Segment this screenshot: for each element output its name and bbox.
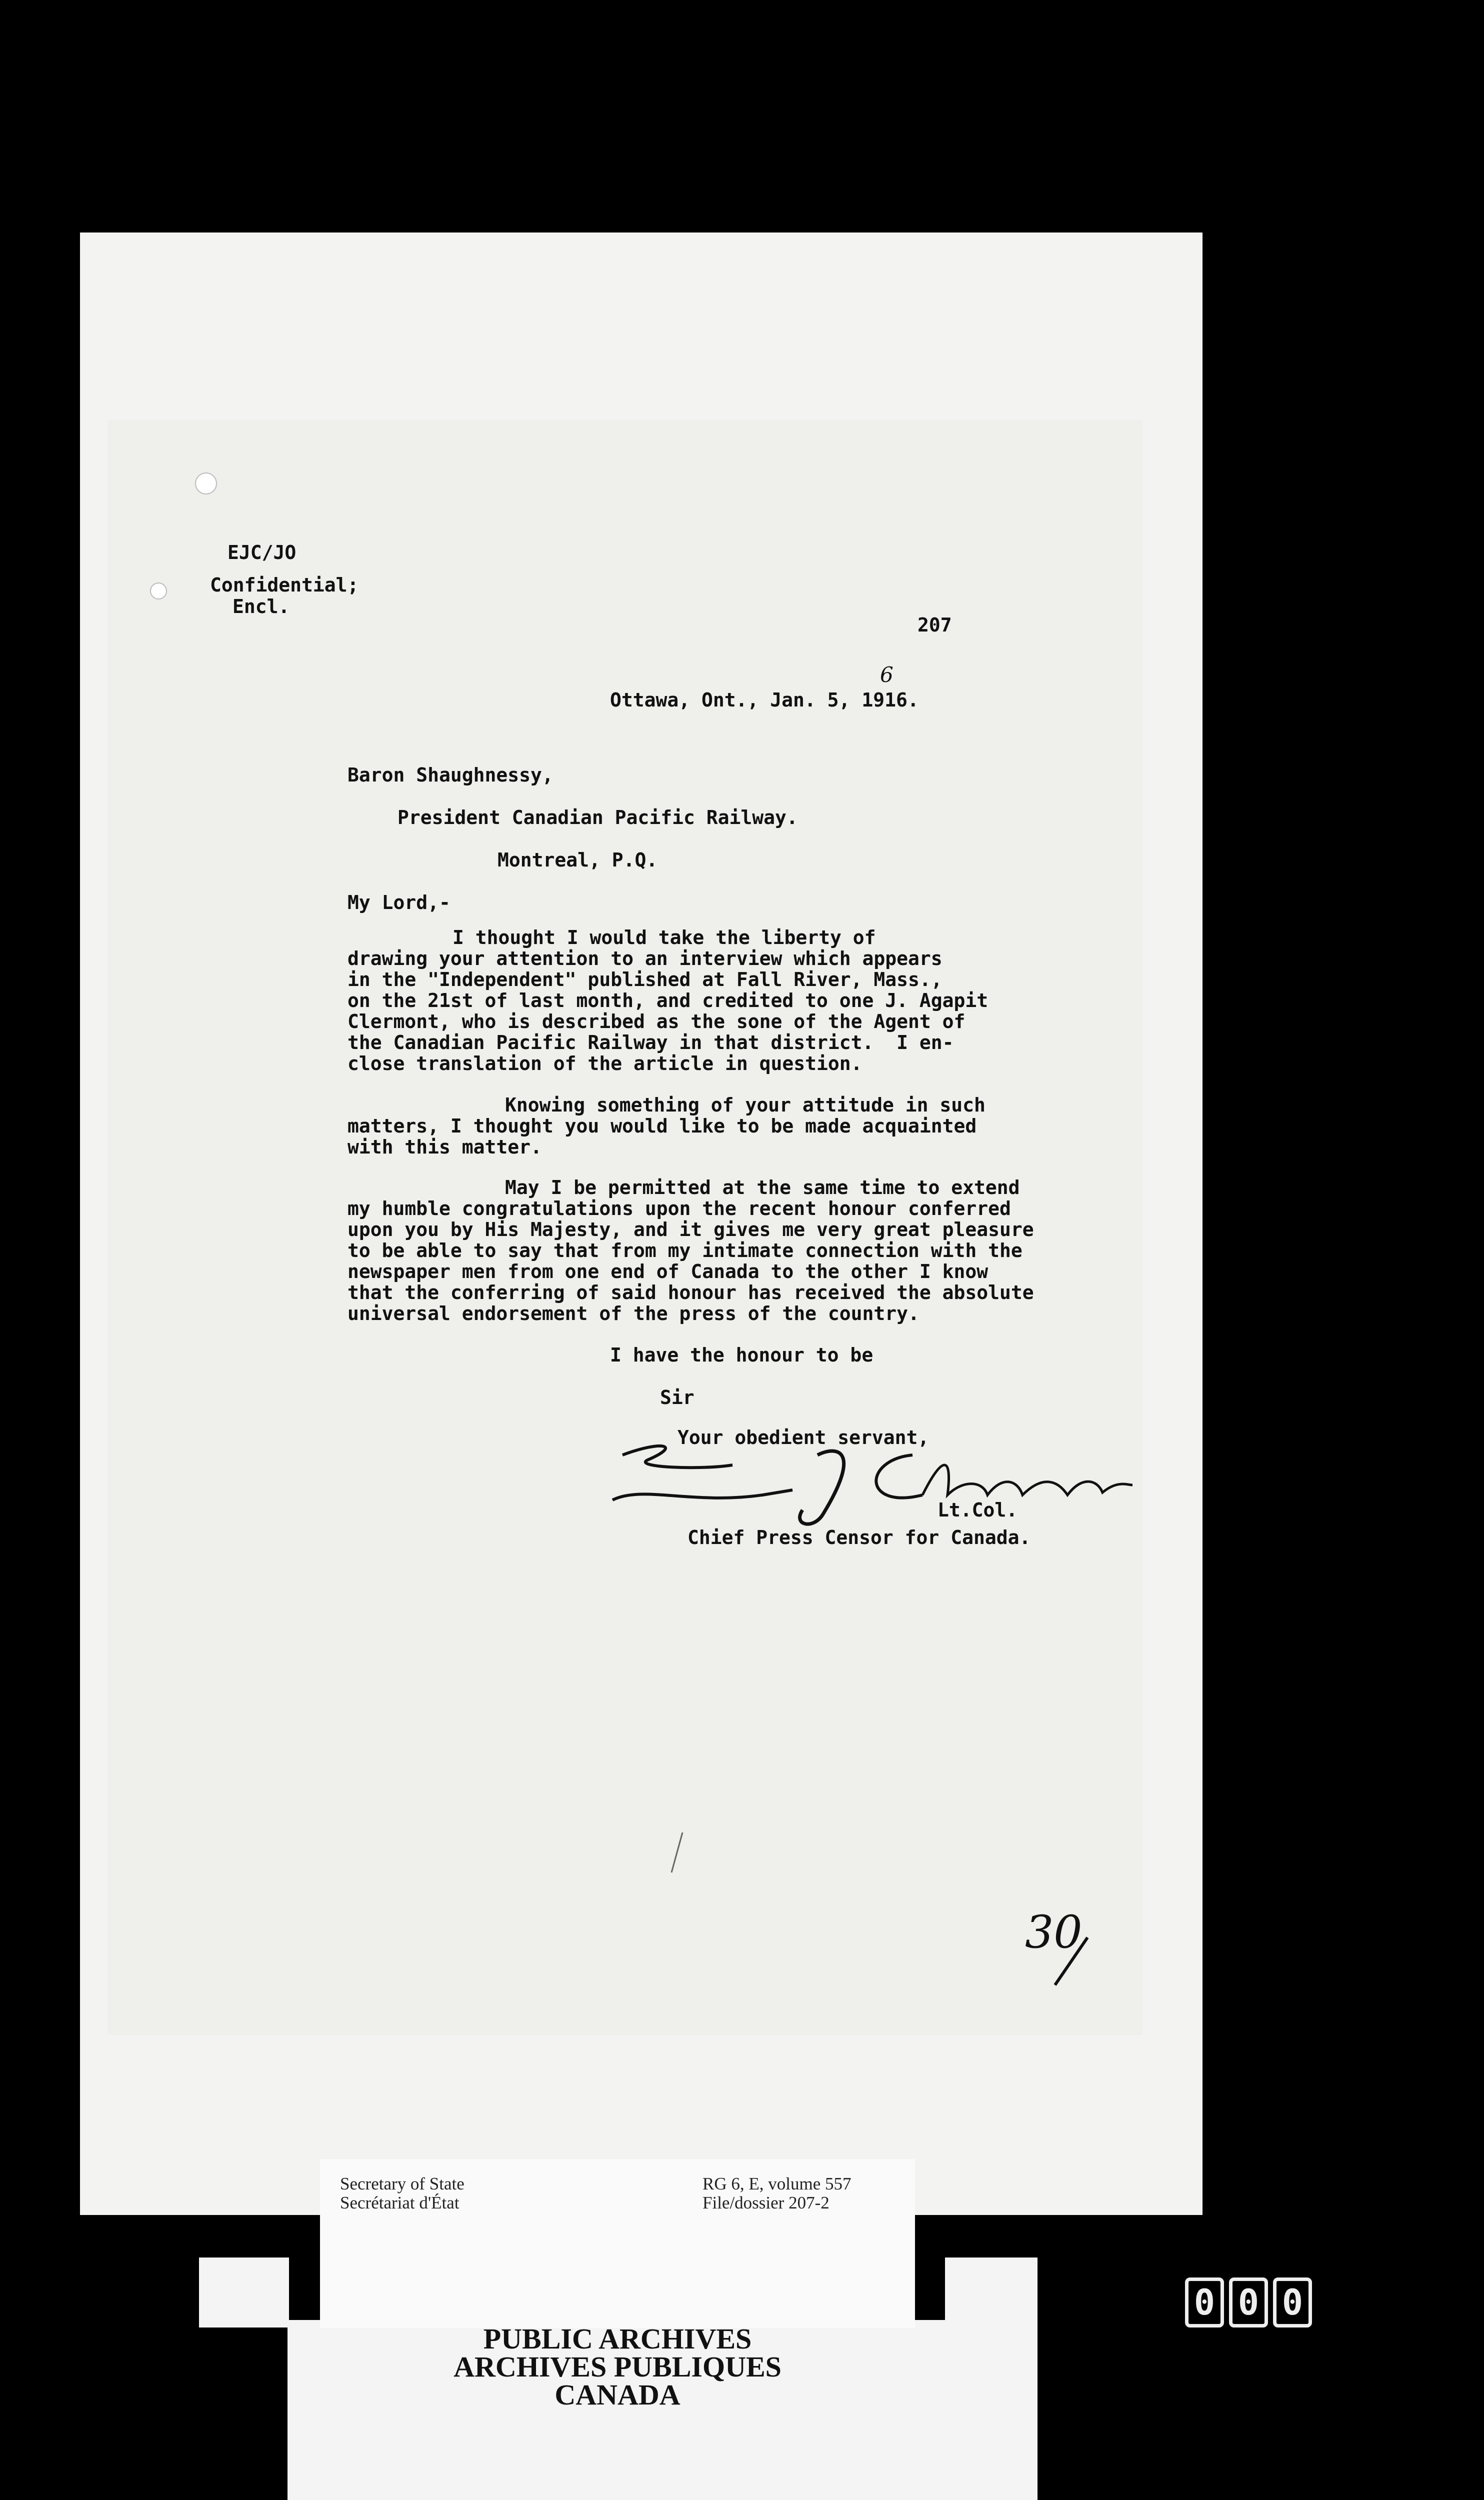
rank: Lt.Col. <box>938 1499 1018 1521</box>
file-ref: File/dossier 207-2 <box>702 2193 830 2212</box>
text-line: newspaper men from one end of Canada to the other I know <box>348 1260 988 1282</box>
text-line: on the 21st of last month, and credited to one J. Agapit <box>348 990 988 1012</box>
text-line: matters, I thought you would like to be made acquainted <box>348 1115 977 1137</box>
archives-line-country: CANADA <box>554 2378 680 2411</box>
punch-hole <box>150 582 167 600</box>
frame-counter <box>1185 2278 1312 2330</box>
date-correction: 6 <box>880 662 894 687</box>
confidential-note: Confidential; <box>210 574 359 596</box>
text-line: the Canadian Pacific Railway in that district. I en- <box>348 1032 954 1054</box>
folio-stroke <box>1048 1935 1092 1990</box>
counter-digit: 0 <box>1185 2278 1224 2328</box>
text-line: with this matter. <box>348 1136 542 1158</box>
text-line: Clermont, who is described as the sone of the Agent of <box>348 1010 966 1032</box>
date-line: Ottawa, Ont., Jan. 5, 1916. <box>610 689 919 711</box>
archives-stamp <box>320 2322 915 2411</box>
label-band-left <box>199 2258 289 2328</box>
enclosure-note: Encl. <box>232 596 290 618</box>
salutation: My Lord,- <box>348 892 450 914</box>
signature <box>602 1425 1138 1535</box>
file-number: 207 <box>918 614 952 636</box>
archive-label <box>320 2159 915 2328</box>
text-line: upon you by His Majesty, and it gives me very great pleasure <box>348 1218 1034 1240</box>
volume-ref: RG 6, E, volume 557 <box>702 2174 852 2194</box>
recipient-city: Montreal, P.Q. <box>498 849 658 871</box>
punch-hole <box>195 472 217 494</box>
dept-en: Secretary of State <box>340 2174 464 2194</box>
letter-sheet <box>108 420 1142 2035</box>
text-line: May I be permitted at the same time to extend <box>505 1176 1020 1198</box>
text-line: Knowing something of your attitude in such <box>505 1094 986 1116</box>
label-band-right <box>945 2258 1038 2328</box>
counter-digit: 0 <box>1273 2278 1312 2328</box>
text-line: my humble congratulations upon the recent honour conferred <box>348 1198 1011 1220</box>
text-line: universal endorsement of the press of the country. <box>348 1302 920 1324</box>
closing-sir: Sir <box>660 1386 694 1408</box>
text-line: to be able to say that from my intimate connection with the <box>348 1240 1022 1262</box>
archives-line-fr: ARCHIVES PUBLIQUES <box>454 2350 782 2383</box>
text-line: drawing your attention to an interview which appears <box>348 948 942 970</box>
counter-digit: 0 <box>1229 2278 1268 2328</box>
recipient-title: President Canadian Pacific Railway. <box>398 806 798 828</box>
position: Chief Press Censor for Canada. <box>688 1526 1031 1548</box>
closing-servant: Your obedient servant, <box>678 1426 930 1448</box>
text-line: in the "Independent" published at Fall River, Mass., <box>348 968 942 990</box>
pencil-mark <box>668 1830 688 1875</box>
text-line: I thought I would take the liberty of <box>452 926 876 948</box>
text-line: that the conferring of said honour has received the absolute <box>348 1282 1034 1304</box>
recipient-name: Baron Shaughnessy, <box>348 764 554 786</box>
reference-code: EJC/JO <box>228 542 296 564</box>
folio-number: 30 <box>1025 1906 1082 1958</box>
archives-line-en: PUBLIC ARCHIVES <box>483 2322 752 2355</box>
text-line: close translation of the article in question. <box>348 1052 862 1074</box>
dept-fr: Secrétariat d'État <box>340 2193 460 2212</box>
closing-line: I have the honour to be <box>610 1344 874 1366</box>
